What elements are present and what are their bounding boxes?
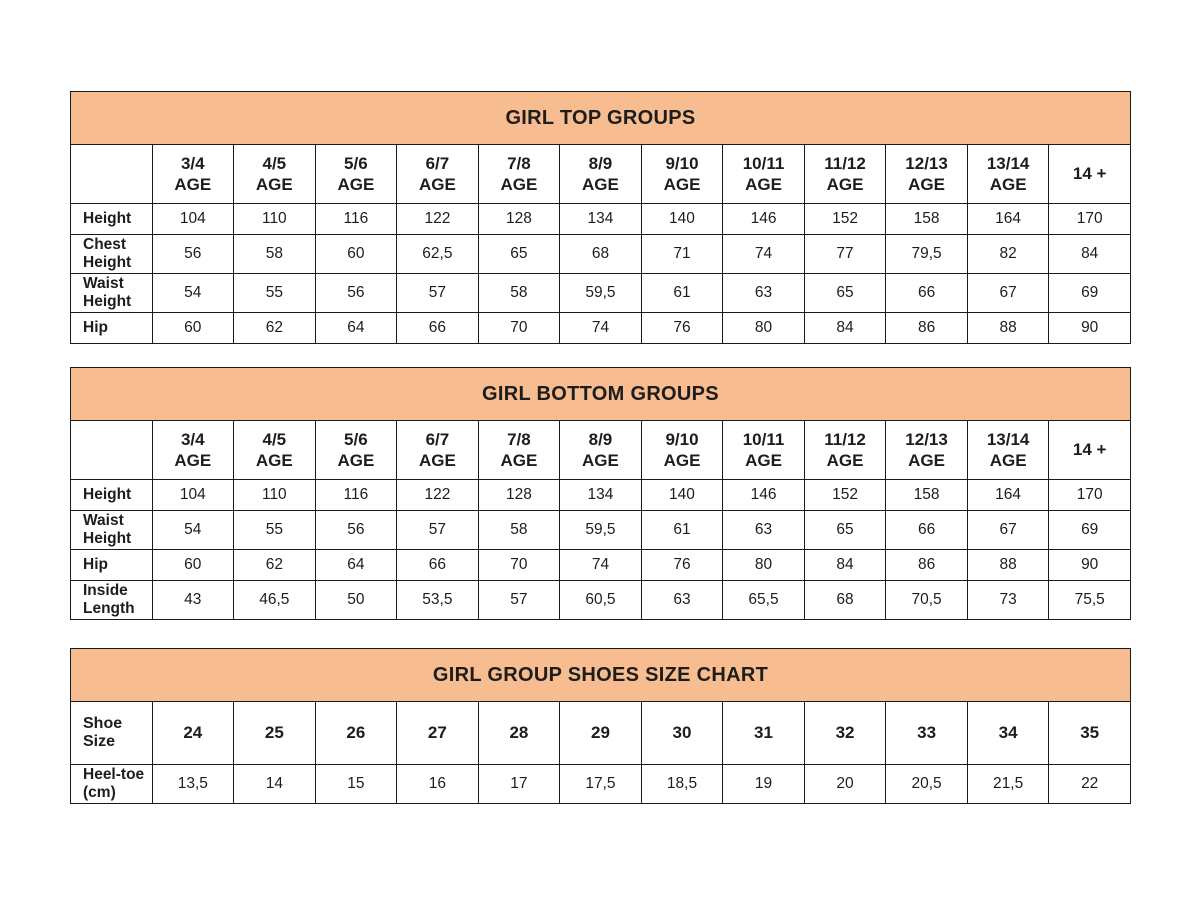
cell-value: 17,5 <box>560 765 642 804</box>
cell-value: 140 <box>641 480 723 511</box>
cell-value: 63 <box>641 581 723 620</box>
size-table-girl-top-groups <box>70 91 1131 344</box>
cell-value: 56 <box>315 274 397 313</box>
column-header <box>478 421 560 480</box>
cell-value: 57 <box>478 581 560 620</box>
cell-value: 134 <box>560 204 642 235</box>
column-header <box>397 421 479 480</box>
column-header <box>315 421 397 480</box>
column-header-line1: 11/12 <box>824 153 866 173</box>
column-header-line1: 6/7 <box>425 429 450 449</box>
column-header <box>967 421 1049 480</box>
column-header-line1: 7/8 <box>507 153 531 173</box>
table-row <box>71 765 1131 804</box>
cell-value: 76 <box>641 313 723 344</box>
cell-value: 164 <box>967 480 1049 511</box>
cell-value: 34 <box>967 702 1049 765</box>
column-header-line1: 8/9 <box>588 153 613 173</box>
column-header-line2: AGE <box>255 175 293 194</box>
column-header <box>315 145 397 204</box>
table-row <box>71 480 1131 511</box>
cell-value: 88 <box>967 313 1049 344</box>
cell-value: 29 <box>560 702 642 765</box>
cell-value: 20 <box>804 765 886 804</box>
cell-value: 84 <box>1049 235 1131 274</box>
cell-value: 27 <box>397 702 479 765</box>
table-row <box>71 581 1131 620</box>
cell-value: 56 <box>152 235 234 274</box>
column-header-line1: 10/11 <box>742 153 785 173</box>
table-row <box>71 204 1131 235</box>
column-header-line2: AGE <box>989 451 1027 470</box>
column-header <box>560 421 642 480</box>
cell-value: 64 <box>315 313 397 344</box>
cell-value: 57 <box>397 511 479 550</box>
cell-value: 20,5 <box>886 765 968 804</box>
column-header-line2: AGE <box>418 451 456 470</box>
corner-cell <box>71 421 153 480</box>
column-header-line1: 13/14 <box>986 429 1030 449</box>
girl-top-groups-grid <box>70 91 1131 344</box>
table-row <box>71 702 1131 765</box>
cell-value: 69 <box>1049 511 1131 550</box>
cell-value: 66 <box>886 511 968 550</box>
cell-value: 19 <box>723 765 805 804</box>
cell-value: 170 <box>1049 204 1131 235</box>
cell-value: 84 <box>804 550 886 581</box>
column-header <box>804 421 886 480</box>
cell-value: 58 <box>234 235 316 274</box>
cell-value: 16 <box>397 765 479 804</box>
cell-value: 65,5 <box>723 581 805 620</box>
column-header-line1: 12/13 <box>905 429 948 449</box>
column-header-line2: AGE <box>255 451 293 470</box>
column-header-line2: AGE <box>745 175 782 194</box>
column-header-line1: 4/5 <box>262 429 287 449</box>
cell-value: 50 <box>315 581 397 620</box>
cell-value: 164 <box>967 204 1049 235</box>
column-header <box>234 421 316 480</box>
cell-value: 43 <box>152 581 234 620</box>
column-header-line1: 3/4 <box>180 429 205 449</box>
column-header-line2: AGE <box>337 175 375 194</box>
cell-value: 82 <box>967 235 1049 274</box>
cell-value: 15 <box>315 765 397 804</box>
cell-value: 70 <box>478 313 560 344</box>
cell-value: 104 <box>152 480 234 511</box>
cell-value: 122 <box>397 204 479 235</box>
cell-value: 170 <box>1049 480 1131 511</box>
cell-value: 146 <box>723 204 805 235</box>
cell-value: 62 <box>234 550 316 581</box>
cell-value: 128 <box>478 480 560 511</box>
column-header-line1: 5/6 <box>344 153 368 173</box>
cell-value: 64 <box>315 550 397 581</box>
column-header-line2: AGE <box>500 175 538 194</box>
column-header-line1: 12/13 <box>905 153 948 173</box>
column-header-line2: AGE <box>174 175 212 194</box>
column-header <box>1049 145 1131 204</box>
cell-value: 74 <box>560 313 642 344</box>
cell-value: 31 <box>723 702 805 765</box>
table-title: GIRL TOP GROUPS <box>71 92 1131 145</box>
column-header <box>723 145 805 204</box>
cell-value: 54 <box>152 511 234 550</box>
cell-value: 71 <box>641 235 723 274</box>
cell-value: 74 <box>560 550 642 581</box>
row-label: Waist Height <box>71 511 153 550</box>
cell-value: 75,5 <box>1049 581 1131 620</box>
cell-value: 61 <box>641 274 723 313</box>
age-header-row <box>71 421 1131 480</box>
cell-value: 77 <box>804 235 886 274</box>
column-header-line1: 8/9 <box>588 429 613 449</box>
cell-value: 53,5 <box>397 581 479 620</box>
cell-value: 80 <box>723 313 805 344</box>
column-header-line1: 6/7 <box>425 153 450 173</box>
cell-value: 152 <box>804 480 886 511</box>
row-label: Heel-toe (cm) <box>71 765 153 804</box>
table-title: GIRL BOTTOM GROUPS <box>71 368 1131 421</box>
cell-value: 28 <box>478 702 560 765</box>
cell-value: 90 <box>1049 313 1131 344</box>
cell-value: 146 <box>723 480 805 511</box>
cell-value: 65 <box>478 235 560 274</box>
cell-value: 46,5 <box>234 581 316 620</box>
table-row <box>71 274 1131 313</box>
cell-value: 158 <box>886 204 968 235</box>
table-row <box>71 313 1131 344</box>
cell-value: 25 <box>234 702 316 765</box>
cell-value: 59,5 <box>560 274 642 313</box>
column-header-line2: AGE <box>989 175 1027 194</box>
column-header-line1: 9/10 <box>665 429 699 449</box>
row-label: Height <box>71 480 153 511</box>
size-table-girl-bottom-groups <box>70 367 1131 620</box>
row-label: Hip <box>71 313 153 344</box>
cell-value: 35 <box>1049 702 1131 765</box>
cell-value: 21,5 <box>967 765 1049 804</box>
cell-value: 88 <box>967 550 1049 581</box>
age-header-row <box>71 145 1131 204</box>
cell-value: 116 <box>315 204 397 235</box>
cell-value: 60 <box>152 313 234 344</box>
cell-value: 66 <box>886 274 968 313</box>
column-header <box>967 145 1049 204</box>
cell-value: 80 <box>723 550 805 581</box>
column-header <box>234 145 316 204</box>
column-header-line2: AGE <box>908 451 945 470</box>
cell-value: 84 <box>804 313 886 344</box>
column-header-line2: AGE <box>582 451 619 470</box>
column-header-line2: AGE <box>500 451 538 470</box>
cell-value: 86 <box>886 550 968 581</box>
cell-value: 26 <box>315 702 397 765</box>
column-header-line2: AGE <box>174 451 212 470</box>
column-header-line1: 13/14 <box>986 153 1030 173</box>
table-title-row <box>71 649 1131 702</box>
cell-value: 134 <box>560 480 642 511</box>
cell-value: 74 <box>723 235 805 274</box>
cell-value: 140 <box>641 204 723 235</box>
column-header <box>886 145 968 204</box>
column-header-line2: AGE <box>745 451 782 470</box>
column-header-line1: 14 + <box>1072 440 1107 460</box>
cell-value: 56 <box>315 511 397 550</box>
girl-shoes-grid <box>70 648 1131 804</box>
column-header-line2: AGE <box>337 451 375 470</box>
column-header-line1: 14 + <box>1072 164 1107 184</box>
cell-value: 67 <box>967 511 1049 550</box>
cell-value: 90 <box>1049 550 1131 581</box>
table-row <box>71 235 1131 274</box>
row-label: Height <box>71 204 153 235</box>
cell-value: 86 <box>886 313 968 344</box>
column-header <box>1049 421 1131 480</box>
table-title-row <box>71 92 1131 145</box>
cell-value: 63 <box>723 274 805 313</box>
cell-value: 61 <box>641 511 723 550</box>
column-header-line1: 10/11 <box>742 429 785 449</box>
cell-value: 69 <box>1049 274 1131 313</box>
cell-value: 68 <box>804 581 886 620</box>
cell-value: 58 <box>478 511 560 550</box>
cell-value: 70 <box>478 550 560 581</box>
column-header <box>804 145 886 204</box>
cell-value: 22 <box>1049 765 1131 804</box>
column-header <box>478 145 560 204</box>
cell-value: 67 <box>967 274 1049 313</box>
column-header-line2: AGE <box>663 451 701 470</box>
column-header-line1: 11/12 <box>824 429 866 449</box>
cell-value: 152 <box>804 204 886 235</box>
cell-value: 66 <box>397 313 479 344</box>
row-label: Hip <box>71 550 153 581</box>
column-header <box>886 421 968 480</box>
column-header-line2: AGE <box>663 175 701 194</box>
column-header-line2: AGE <box>582 175 619 194</box>
cell-value: 110 <box>234 480 316 511</box>
cell-value: 65 <box>804 274 886 313</box>
cell-value: 54 <box>152 274 234 313</box>
cell-value: 33 <box>886 702 968 765</box>
cell-value: 60 <box>152 550 234 581</box>
cell-value: 17 <box>478 765 560 804</box>
row-label: Inside Length <box>71 581 153 620</box>
column-header-line1: 4/5 <box>262 153 287 173</box>
cell-value: 76 <box>641 550 723 581</box>
table-title-row <box>71 368 1131 421</box>
column-header-line1: 3/4 <box>180 153 205 173</box>
table-row <box>71 550 1131 581</box>
column-header <box>641 145 723 204</box>
cell-value: 32 <box>804 702 886 765</box>
cell-value: 55 <box>234 274 316 313</box>
cell-value: 58 <box>478 274 560 313</box>
column-header <box>152 145 234 204</box>
corner-cell <box>71 145 153 204</box>
size-table-girl-shoes <box>70 648 1131 804</box>
cell-value: 128 <box>478 204 560 235</box>
cell-value: 68 <box>560 235 642 274</box>
cell-value: 66 <box>397 550 479 581</box>
column-header-line2: AGE <box>826 451 864 470</box>
cell-value: 110 <box>234 204 316 235</box>
cell-value: 59,5 <box>560 511 642 550</box>
column-header-line2: AGE <box>418 175 456 194</box>
cell-value: 65 <box>804 511 886 550</box>
table-title: GIRL GROUP SHOES SIZE CHART <box>71 649 1131 702</box>
cell-value: 13,5 <box>152 765 234 804</box>
cell-value: 57 <box>397 274 479 313</box>
cell-value: 14 <box>234 765 316 804</box>
cell-value: 79,5 <box>886 235 968 274</box>
column-header <box>641 421 723 480</box>
cell-value: 55 <box>234 511 316 550</box>
table-row <box>71 511 1131 550</box>
cell-value: 70,5 <box>886 581 968 620</box>
cell-value: 63 <box>723 511 805 550</box>
cell-value: 24 <box>152 702 234 765</box>
cell-value: 62,5 <box>397 235 479 274</box>
cell-value: 60,5 <box>560 581 642 620</box>
column-header-line1: 7/8 <box>507 429 531 449</box>
cell-value: 18,5 <box>641 765 723 804</box>
row-label: Waist Height <box>71 274 153 313</box>
column-header-line1: 5/6 <box>344 429 368 449</box>
cell-value: 62 <box>234 313 316 344</box>
column-header-line1: 9/10 <box>665 153 699 173</box>
column-header <box>560 145 642 204</box>
column-header <box>152 421 234 480</box>
cell-value: 158 <box>886 480 968 511</box>
cell-value: 116 <box>315 480 397 511</box>
girl-bottom-groups-grid <box>70 367 1131 620</box>
column-header-line2: AGE <box>908 175 945 194</box>
row-label: Shoe Size <box>71 702 153 765</box>
column-header <box>397 145 479 204</box>
cell-value: 73 <box>967 581 1049 620</box>
cell-value: 104 <box>152 204 234 235</box>
row-label: Chest Height <box>71 235 153 274</box>
cell-value: 60 <box>315 235 397 274</box>
cell-value: 122 <box>397 480 479 511</box>
column-header-line2: AGE <box>826 175 864 194</box>
cell-value: 30 <box>641 702 723 765</box>
column-header <box>723 421 805 480</box>
